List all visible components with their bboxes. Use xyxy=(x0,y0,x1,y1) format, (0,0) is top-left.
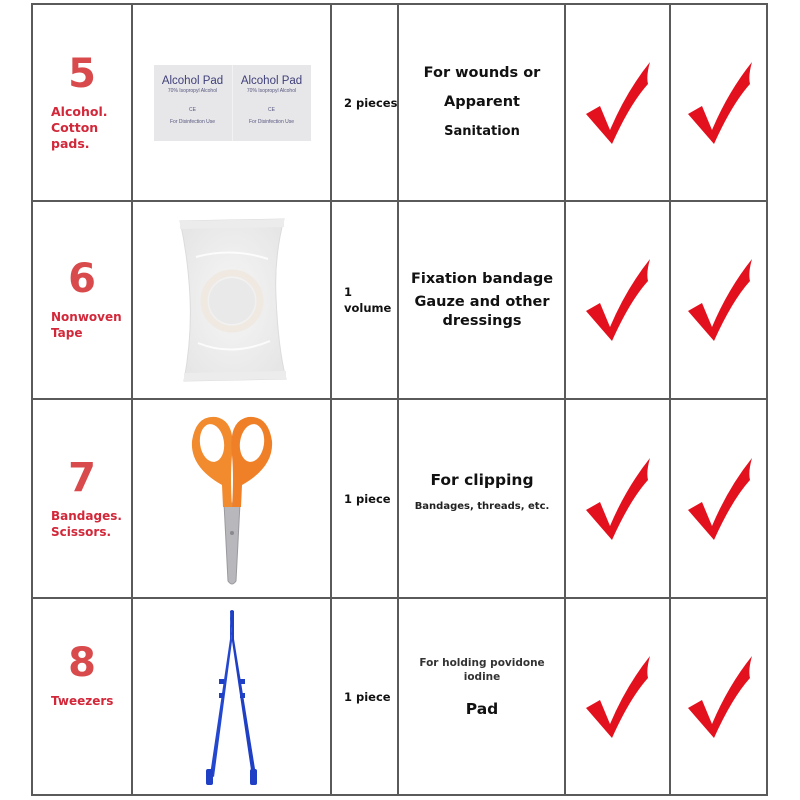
alcohol-pad-packet xyxy=(154,65,233,141)
check-cell xyxy=(671,400,768,597)
usage-line: Apparent xyxy=(443,94,520,110)
pad-subtitle: 70% Isopropyl Alcohol xyxy=(246,87,297,94)
table-row xyxy=(0,5,800,200)
pad-title: Alcohol Pad xyxy=(240,74,303,87)
item-name-line: Tweezers xyxy=(51,694,114,708)
check-icon xyxy=(688,656,752,738)
item-name-line: Bandages. xyxy=(51,508,122,523)
quantity-cell xyxy=(332,202,398,398)
item-label-cell xyxy=(33,400,132,597)
check-cell xyxy=(566,400,669,597)
check-icon xyxy=(586,259,650,341)
usage-cell xyxy=(400,5,564,200)
check-icon xyxy=(586,458,650,540)
item-image-cell xyxy=(134,5,330,200)
item-label-cell xyxy=(33,5,132,200)
item-label-cell xyxy=(33,599,132,794)
scissors-image xyxy=(182,411,282,587)
quantity-text: 2 pieces xyxy=(344,95,398,110)
nonwoven-tape-image xyxy=(176,217,288,383)
quantity-cell xyxy=(332,599,398,794)
quantity-cell xyxy=(332,400,398,597)
usage-line: For clipping xyxy=(430,471,534,489)
usage-line: Sanitation xyxy=(444,124,520,139)
table-row xyxy=(0,202,800,398)
check-cell xyxy=(671,202,768,398)
usage-line: For wounds or xyxy=(423,65,541,81)
table-row xyxy=(0,599,800,794)
pad-title: Alcohol Pad xyxy=(161,74,224,87)
usage-cell xyxy=(400,202,564,398)
usage-line: Bandages, threads, etc. xyxy=(414,501,550,512)
item-name-line: Alcohol. xyxy=(51,103,108,119)
quantity-text: 1 piece xyxy=(344,491,391,506)
item-name-line: Scissors. xyxy=(51,524,112,539)
ce-mark: CE xyxy=(189,106,196,113)
usage-line: Pad xyxy=(465,700,499,718)
quantity-cell xyxy=(332,5,398,200)
alcohol-pad-packet xyxy=(233,65,311,141)
check-icon xyxy=(688,259,752,341)
usage-cell xyxy=(400,599,564,794)
usage-line: Fixation bandage xyxy=(410,270,554,287)
pad-subtitle: 70% Isopropyl Alcohol xyxy=(167,87,218,94)
usage-cell xyxy=(400,400,564,597)
item-label-cell xyxy=(33,202,132,398)
usage-line: dressings xyxy=(442,312,522,329)
item-image-cell xyxy=(134,400,330,597)
quantity-text: 1 piece xyxy=(344,689,391,704)
table-row xyxy=(0,400,800,597)
item-name-line: Tape xyxy=(51,326,83,340)
item-image-cell xyxy=(134,202,330,398)
quantity-text: 1 xyxy=(344,285,353,299)
check-icon xyxy=(688,458,752,540)
usage-line: Gauze and other xyxy=(414,293,550,310)
ce-mark: CE xyxy=(268,106,275,113)
item-image-cell xyxy=(134,599,330,794)
check-cell xyxy=(566,5,669,200)
item-name-line: Cotton xyxy=(51,119,99,135)
item-number: 8 xyxy=(68,640,96,686)
item-number: 5 xyxy=(68,50,96,97)
usage-line: For holding povidone iodine xyxy=(419,657,545,683)
item-name-line: pads. xyxy=(51,135,90,151)
check-cell xyxy=(566,599,669,794)
pad-usage: For Disinfection Use xyxy=(248,118,294,125)
tweezers-image xyxy=(202,609,262,785)
item-number: 6 xyxy=(68,256,96,302)
alcohol-pad-image xyxy=(154,65,311,141)
check-cell xyxy=(566,202,669,398)
check-icon xyxy=(688,62,752,144)
check-cell xyxy=(671,599,768,794)
check-cell xyxy=(671,5,768,200)
item-number: 7 xyxy=(68,454,96,501)
check-icon xyxy=(586,656,650,738)
item-name-line: Nonwoven xyxy=(51,310,122,324)
check-icon xyxy=(586,62,650,144)
pad-usage: For Disinfection Use xyxy=(169,118,215,125)
quantity-text: volume xyxy=(344,301,392,315)
